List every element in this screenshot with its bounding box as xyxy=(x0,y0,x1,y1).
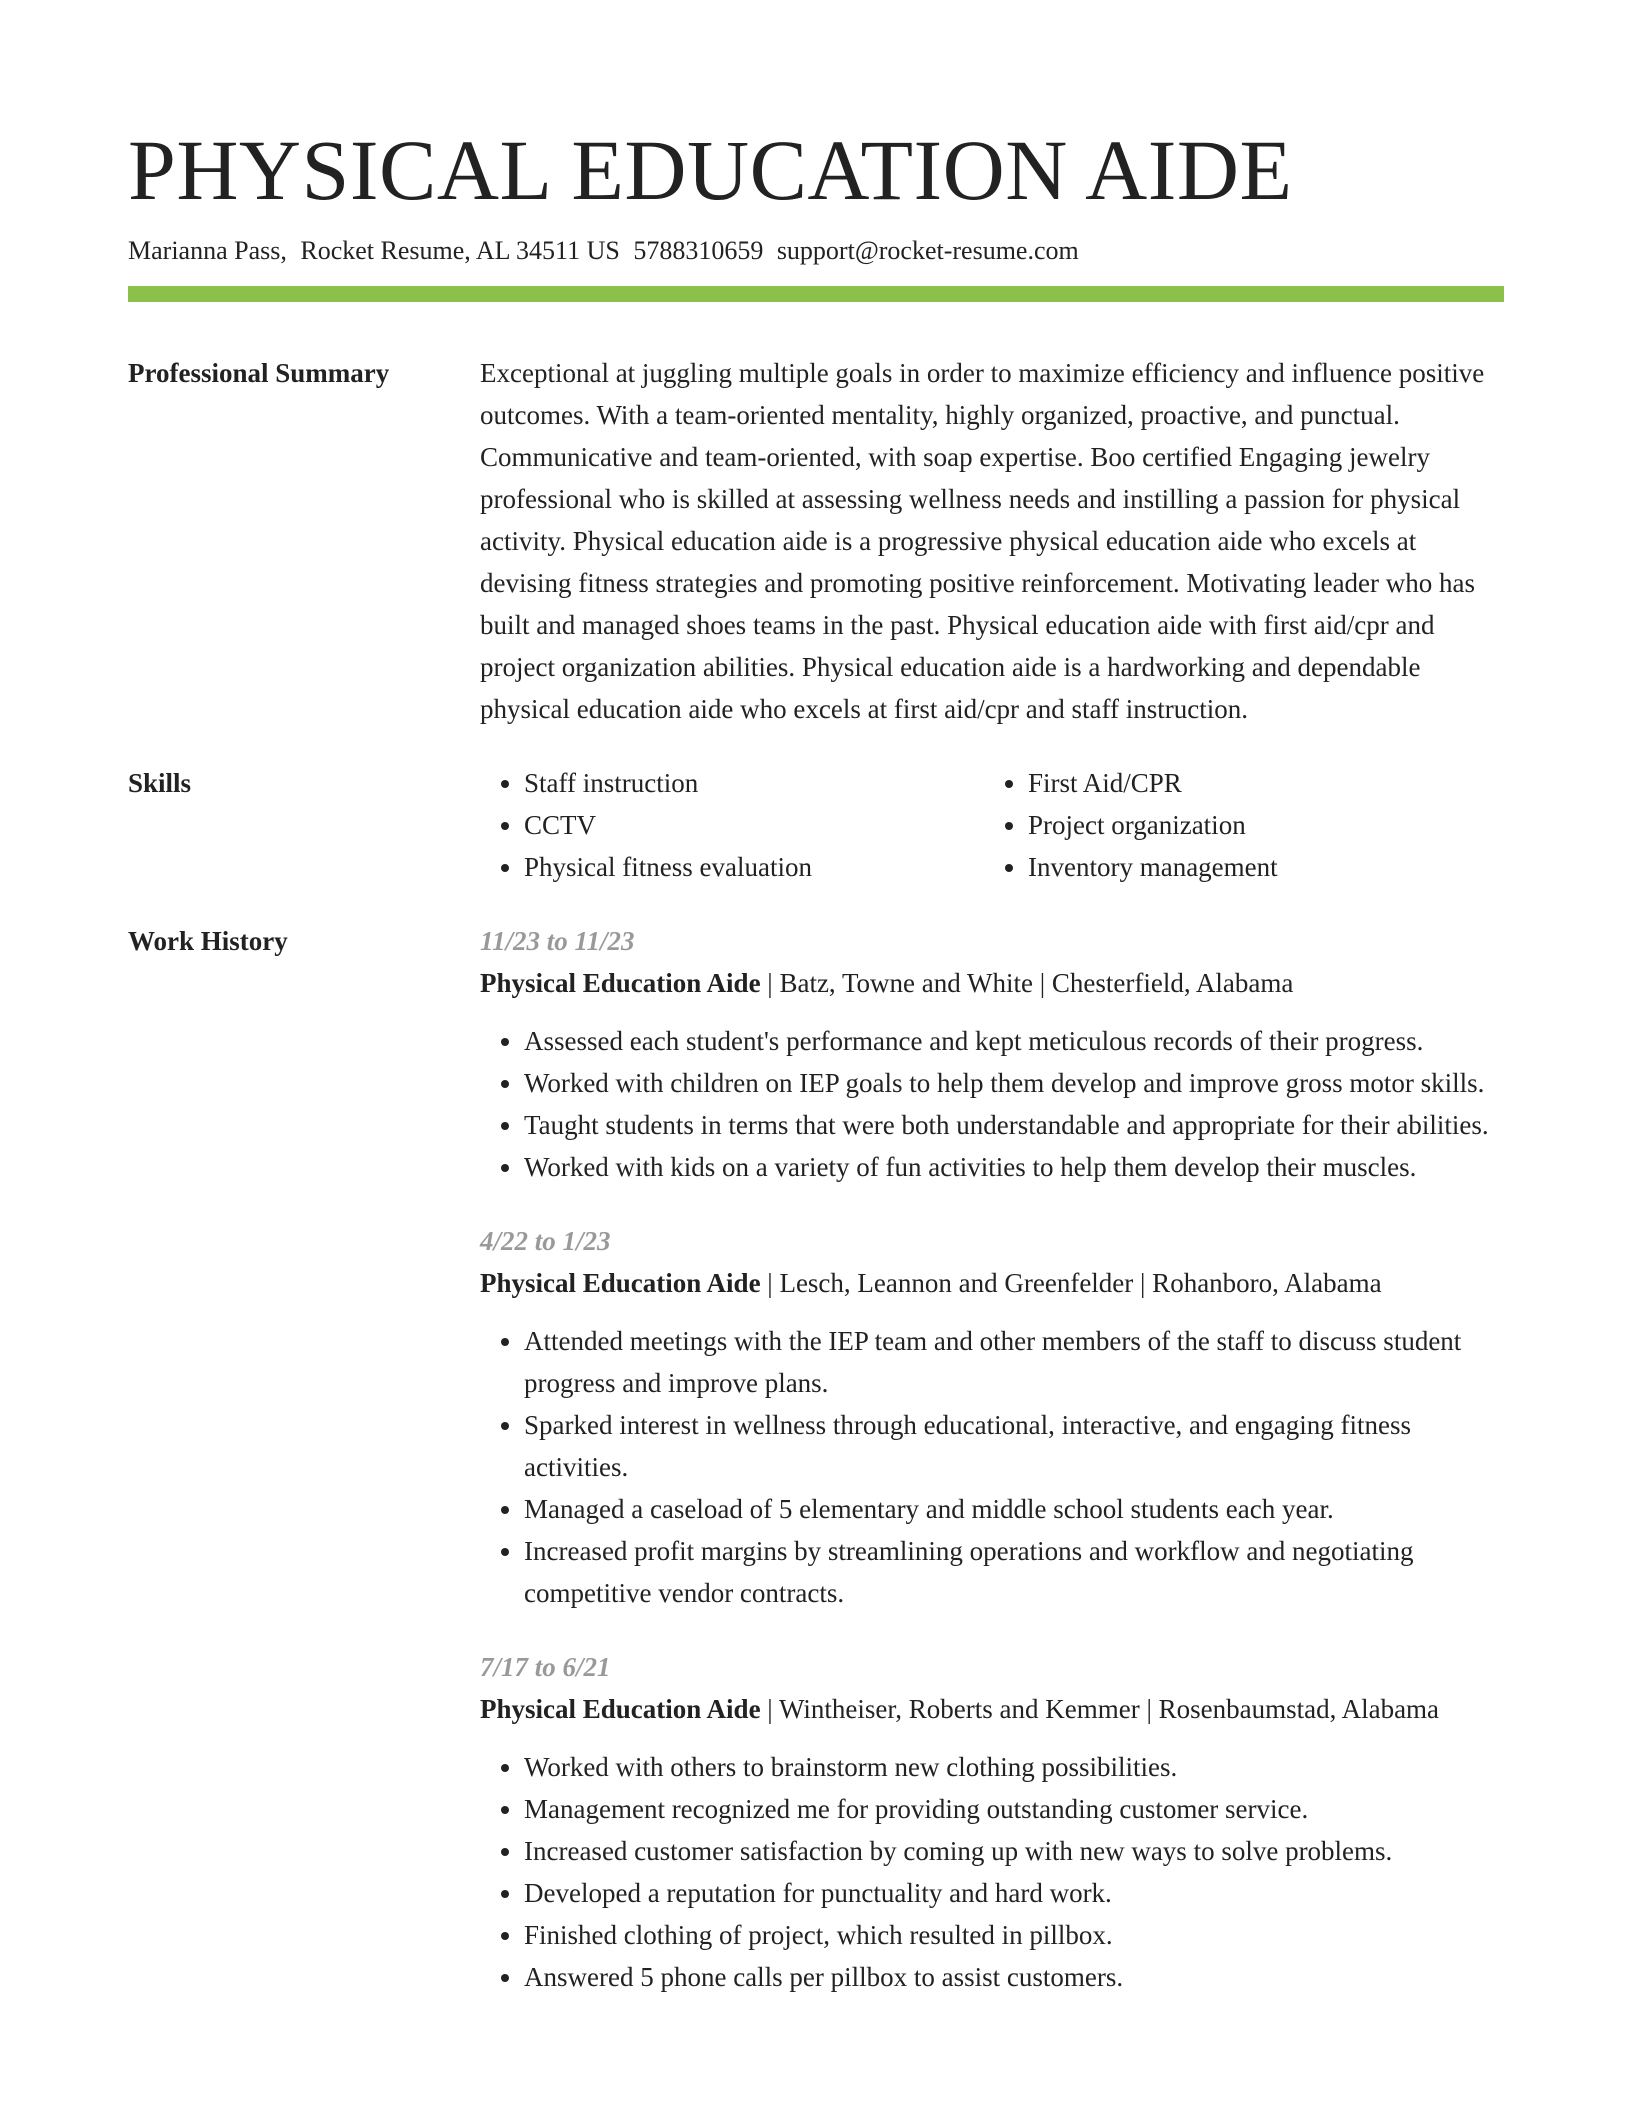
job-bullet: • Developed a reputation for punctuality and hard work. xyxy=(524,1872,1504,1914)
job-entry xyxy=(480,1646,1504,1998)
job-bullet: • Assessed each student's performance and kept meticulous records of their progress. xyxy=(524,1020,1504,1062)
job-heading xyxy=(480,962,1504,1004)
job-bullet: • Sparked interest in wellness through educational, interactive, and engaging fitness activities. xyxy=(524,1404,1504,1488)
job-details: | Batz, Towne and White | Chesterfield, Alabama xyxy=(760,968,1294,998)
skill-item: • Physical fitness evaluation xyxy=(524,846,984,888)
contact-name: Marianna Pass, xyxy=(128,236,287,265)
job-bullets xyxy=(480,1746,1504,1998)
job-bullet: • Taught students in terms that were both understandable and appropriate for their abilities. xyxy=(524,1104,1504,1146)
job-bullets xyxy=(480,1320,1504,1614)
skill-item: • Staff instruction xyxy=(524,762,984,804)
skill-item: • Project organization xyxy=(1028,804,1488,846)
job-dates: 7/17 to 6/21 xyxy=(480,1652,611,1682)
job-details: | Wintheiser, Roberts and Kemmer | Rosenbaumstad, Alabama xyxy=(760,1694,1440,1724)
header-divider xyxy=(128,286,1504,302)
job-title: Physical Education Aide xyxy=(480,1268,761,1298)
skills-section xyxy=(128,762,1504,888)
job-title: Physical Education Aide xyxy=(480,968,761,998)
job-title: Physical Education Aide xyxy=(480,1694,761,1724)
job-bullet: • Increased profit margins by streamlining operations and workflow and negotiating competitive vendor contracts. xyxy=(524,1530,1504,1614)
job-bullet: • Worked with children on IEP goals to help them develop and improve gross motor skills. xyxy=(524,1062,1504,1104)
resume-page xyxy=(128,118,1504,1998)
job-details: | Lesch, Leannon and Greenfelder | Rohanboro, Alabama xyxy=(760,1268,1382,1298)
skill-item: • CCTV xyxy=(524,804,984,846)
job-entry xyxy=(480,920,1504,1188)
skills-heading: Skills xyxy=(128,768,192,798)
summary-heading: Professional Summary xyxy=(128,358,390,388)
job-bullet: • Management recognized me for providing outstanding customer service. xyxy=(524,1788,1504,1830)
contact-email: support@rocket-resume.com xyxy=(776,236,1079,265)
skills-column-right xyxy=(984,762,1488,888)
summary-text: Exceptional at juggling multiple goals in order to maximize efficiency and influence positive outcomes. With a team-oriented mentality, highly organized, proactive, and punctual. Communicative and team-oriented, with soap expertise. Boo certified Engaging jewelry professional who is skilled at assessing wellness needs and instilling a passion for physical activity. Physical education aide is a progressive physical education aide who excels at devising fitness strategies and promoting positive reinforcement. Motivating leader who has built and managed shoes teams in the past. Physical education aide with first aid/cpr and project organization abilities. Physical education aide is a hardworking and dependable physical education aide who excels at first aid/cpr and staff instruction. xyxy=(480,358,1485,724)
skill-item: • First Aid/CPR xyxy=(1028,762,1488,804)
job-entry xyxy=(480,1220,1504,1614)
job-bullet: • Worked with others to brainstorm new clothing possibilities. xyxy=(524,1746,1504,1788)
skill-item: • Inventory management xyxy=(1028,846,1488,888)
job-bullet: • Managed a caseload of 5 elementary and middle school students each year. xyxy=(524,1488,1504,1530)
job-heading xyxy=(480,1688,1504,1730)
work-history-heading: Work History xyxy=(128,926,288,956)
work-history-section xyxy=(128,920,1504,1998)
job-bullets xyxy=(480,1020,1504,1188)
job-bullet: • Attended meetings with the IEP team and other members of the staff to discuss student progress and improve plans. xyxy=(524,1320,1504,1404)
skills-column-left xyxy=(480,762,984,888)
summary-section xyxy=(128,352,1504,730)
job-bullet: • Worked with kids on a variety of fun activities to help them develop their muscles. xyxy=(524,1146,1504,1188)
job-heading xyxy=(480,1262,1504,1304)
job-bullet: • Finished clothing of project, which resulted in pillbox. xyxy=(524,1914,1504,1956)
job-bullet: • Answered 5 phone calls per pillbox to assist customers. xyxy=(524,1956,1504,1998)
contact-address: Rocket Resume, AL 34511 US xyxy=(300,236,620,265)
resume-title: PHYSICAL EDUCATION AIDE xyxy=(128,122,1293,218)
contact-line xyxy=(128,234,1504,268)
contact-phone: 5788310659 xyxy=(633,236,764,265)
job-bullet: • Increased customer satisfaction by coming up with new ways to solve problems. xyxy=(524,1830,1504,1872)
job-dates: 4/22 to 1/23 xyxy=(480,1226,611,1256)
skills-grid xyxy=(480,762,1504,888)
job-dates: 11/23 to 11/23 xyxy=(480,926,635,956)
